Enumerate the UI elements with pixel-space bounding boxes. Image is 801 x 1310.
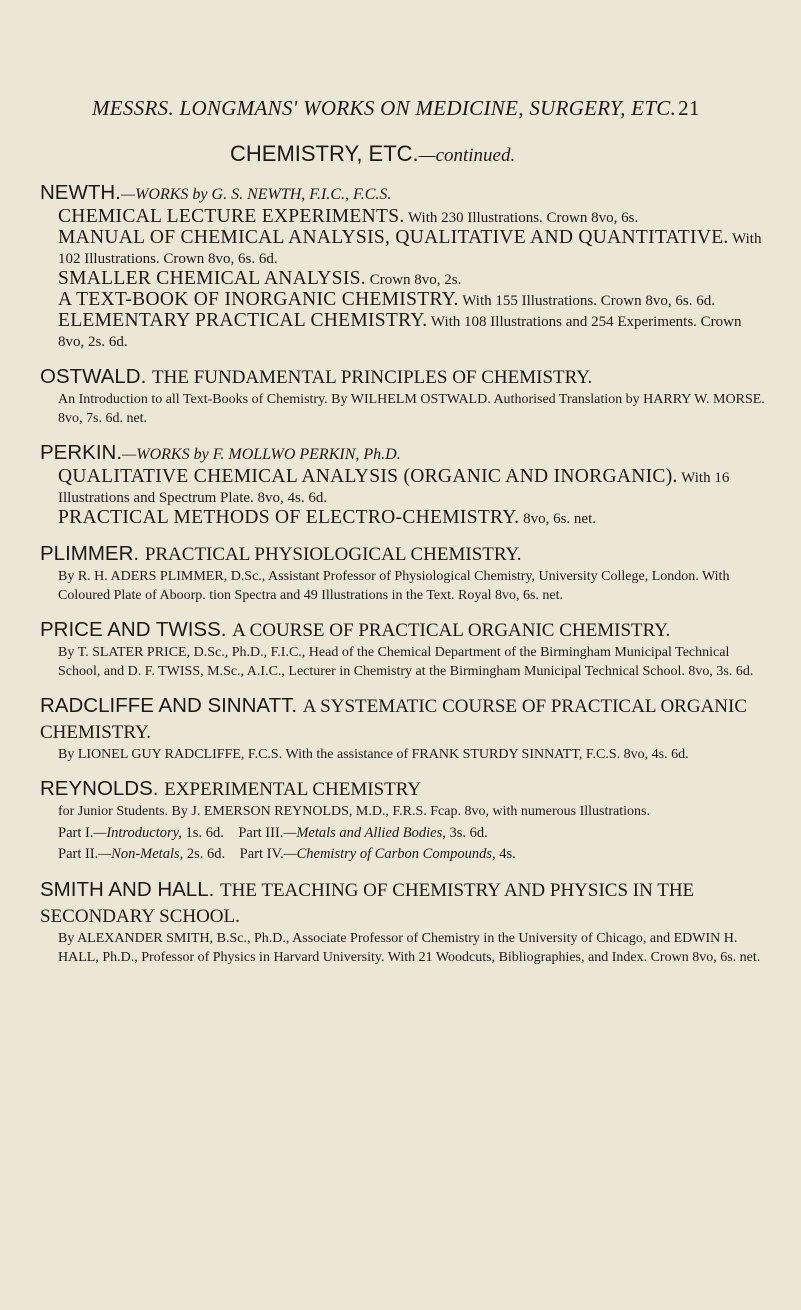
author-heading [40,440,768,467]
part-subject: —Non-Metals, [98,846,184,862]
author-heading [40,693,768,745]
book-details: With 155 Illustrations. Crown 8vo, 6s. 6d. [462,293,715,309]
author-name: SMITH AND HALL. [40,878,215,901]
author-heading [40,877,768,929]
book-details: Crown 8vo, 2s. [369,272,462,288]
book-title: A SYSTEMATIC COURSE OF PRACTICAL ORGANIC CHEMISTRY. [40,696,748,743]
author-byline: —WORKS by G. S. NEWTH, F.I.C., F.C.S. [120,186,392,203]
entry-newth [40,180,768,352]
section-continued: —continued. [418,145,516,166]
part-label: Part III. [238,825,284,841]
entry-price-twiss [40,617,768,681]
page-number: 21 [678,96,700,120]
book-details: An Introduction to all Text-Books of Chemistry. By WILHELM OSTWALD. Authorised Translation by HARRY W. MORSE. 8vo, 7s. 6d. net. [58,392,765,426]
book-title: PRACTICAL METHODS OF ELECTRO-CHEMISTRY. [58,507,520,528]
parts-row [58,823,768,844]
part-price: 1s. 6d. [185,825,224,841]
section-title [230,141,750,167]
book-title: MANUAL OF CHEMICAL ANALYSIS, QUALITATIVE AND QUANTITATIVE. [58,227,729,248]
book-details: With 108 Illustrations and 254 Experiments. Crown 8vo, 2s. 6d. [58,314,742,350]
running-head [92,96,772,121]
section-title-text: CHEMISTRY, ETC. [230,141,419,166]
book-details: for Junior Students. By J. EMERSON REYNOLDS, M.D., F.R.S. Fcap. 8vo, with numerous Illustrations. [58,804,650,819]
author-heading [40,617,768,643]
author-heading [40,541,768,567]
book-title: THE TEACHING OF CHEMISTRY AND PHYSICS IN THE SECONDARY SCHOOL. [40,880,695,927]
part-price: 3s. 6d. [449,825,488,841]
author-name: PERKIN. [40,441,123,464]
book-title: EXPERIMENTAL CHEMISTRY [164,779,422,800]
book-title: QUALITATIVE CHEMICAL ANALYSIS (ORGANIC AND INORGANIC). [58,466,678,487]
part-label: Part IV. [239,846,284,862]
book-title: A TEXT-BOOK OF INORGANIC CHEMISTRY. [58,289,459,310]
author-byline: —WORKS by F. MOLLWO PERKIN, Ph.D. [122,446,401,463]
author-name: NEWTH. [40,181,121,204]
parts-row [58,844,768,865]
entry-plimmer [40,541,768,605]
book-title: ELEMENTARY PRACTICAL CHEMISTRY. [58,310,428,331]
entry-radcliffe-sinnatt [40,693,768,764]
author-name: PRICE AND TWISS. [40,618,227,641]
book-details: With 230 Illustrations. Crown 8vo, 6s. [408,210,639,226]
book-title: PRACTICAL PHYSIOLOGICAL CHEMISTRY. [144,544,522,565]
book-details: By ALEXANDER SMITH, B.Sc., Ph.D., Associate Professor of Chemistry in the University of Chicago, and EDWIN H. HALL, Ph.D., Professor of Physics in Harvard University. With 21 Woodcuts, Bibliographies, and Index. Crown 8vo, 6s. net. [58,931,761,965]
book-entry [58,508,768,529]
running-head-title: MESSRS. LONGMANS' WORKS ON MEDICINE, SURGERY, ETC. [92,96,677,120]
book-title: A COURSE OF PRACTICAL ORGANIC CHEMISTRY. [232,620,671,641]
book-entry [58,311,768,352]
book-entry [58,207,768,228]
entry-smith-hall [40,877,768,967]
author-heading [40,180,768,207]
book-details: With 16 Illustrations and Spectrum Plate. 8vo, 4s. 6d. [58,470,730,506]
part-subject: —Introductory, [93,825,182,841]
part-subject: —Metals and Allied Bodies, [283,825,446,841]
author-heading [40,776,768,802]
part-label: Part I. [58,825,94,841]
part-subject: —Chemistry of Carbon Compounds, [283,846,496,862]
book-title: CHEMICAL LECTURE EXPERIMENTS. [58,206,405,227]
entry-perkin [40,440,768,529]
entry-reynolds [40,776,768,865]
part-label: Part II. [58,846,99,862]
book-details: By R. H. ADERS PLIMMER, D.Sc., Assistant Professor of Physiological Chemistry, University College, London. With Coloured Plate of Aboorp. tion Spectra and 49 Illustrations in the Text. Royal 8vo, 6s. net. [58,569,730,603]
part-price: 2s. 6d. [186,846,226,862]
author-heading [40,364,768,390]
part-price: 4s. [499,846,516,862]
book-entry [58,228,768,269]
book-details: By LIONEL GUY RADCLIFFE, F.C.S. With the assistance of FRANK STURDY SINNATT, F.C.S. 8vo, 4s. 6d. [58,747,689,762]
parts-list [58,823,768,865]
book-entry [58,269,768,290]
book-details: 8vo, 6s. net. [523,511,596,527]
author-name: PLIMMER. [40,542,140,565]
book-entry [58,290,768,311]
author-name: OSTWALD. [40,365,147,388]
book-title: SMALLER CHEMICAL ANALYSIS. [58,268,366,289]
author-name: RADCLIFFE AND SINNATT. [40,694,298,717]
book-details: By T. SLATER PRICE, D.Sc., Ph.D., F.I.C., Head of the Chemical Department of the Birmingham Municipal Technical School, and D. F. TWISS, M.Sc., A.I.C., Lecturer in Chemistry at the Birmingham Municipal Technical School. 8vo, 3s. 6d. [58,645,754,679]
book-details: With 102 Illustrations. Crown 8vo, 6s. 6d. [58,231,762,267]
catalogue-entries [40,180,768,967]
author-name: REYNOLDS. [40,777,159,800]
book-entry [58,467,768,508]
entry-ostwald [40,364,768,428]
book-title: THE FUNDAMENTAL PRINCIPLES OF CHEMISTRY. [152,367,593,388]
